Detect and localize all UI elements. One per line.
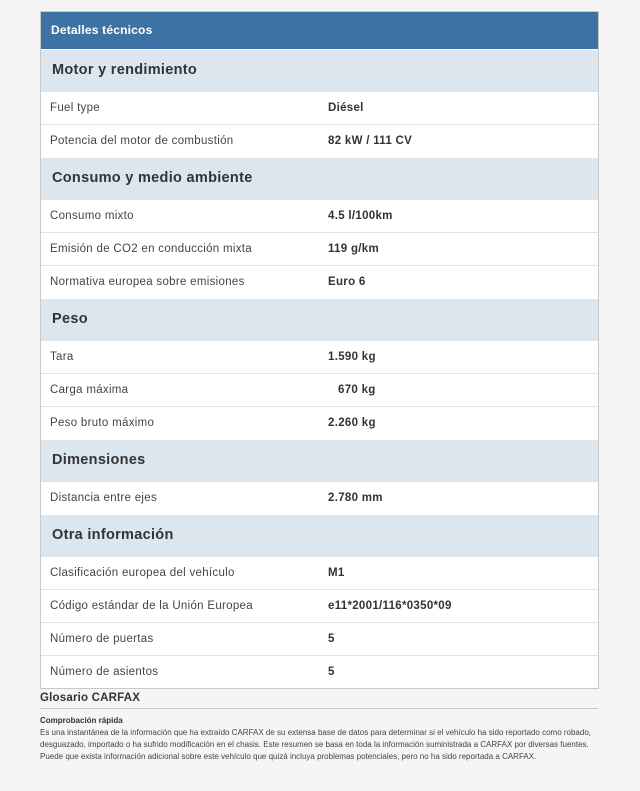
spec-row-doors — [41, 622, 598, 655]
spec-label: Normativa europea sobre emisiones — [50, 276, 245, 288]
section-title-engine: Motor y rendimiento — [41, 49, 598, 91]
glossary-text: Es una instantánea de la información que ha extraído CARFAX de su extensa base de datos para determinar si el vehículo ha sido reportado como robado, desguazado, importado o ha sufrido modificación en el chasis. Este resumen se basa en toda la información suministrada a CARFAX por diversas fuentes. Puede que exista información adicional sobre este vehículo que quizá incluya problemas potenciales, pero no ha sido reportada a CARFAX. — [40, 728, 592, 761]
spec-row-engine-power — [41, 124, 598, 157]
spec-label: Número de asientos — [50, 666, 159, 678]
spec-row-max-load — [41, 373, 598, 406]
spec-row-emission-standard — [41, 265, 598, 298]
spec-value: e11*2001/116*0350*09 — [328, 600, 452, 612]
spec-value: 1.590 kg — [328, 351, 376, 363]
spec-value: 119 g/km — [328, 243, 379, 255]
spec-label: Distancia entre ejes — [50, 492, 157, 504]
spec-label: Número de puertas — [50, 633, 154, 645]
glossary-title: Glosario CARFAX — [40, 692, 598, 709]
section-title-other: Otra información — [41, 514, 598, 556]
spec-value: M1 — [328, 567, 345, 579]
spec-row-tare — [41, 340, 598, 373]
spec-value: 2.260 kg — [328, 417, 376, 429]
spec-label: Fuel type — [50, 102, 101, 114]
spec-row-combined-consumption — [41, 199, 598, 232]
spec-row-wheelbase — [41, 481, 598, 514]
section-title-weight: Peso — [41, 298, 598, 340]
spec-row-vehicle-class — [41, 556, 598, 589]
spec-label: Consumo mixto — [50, 210, 134, 222]
spec-value: Diésel — [328, 102, 364, 114]
spec-label: Peso bruto máximo — [50, 417, 155, 429]
technical-details-panel — [40, 11, 599, 689]
spec-row-seats — [41, 655, 598, 688]
spec-value: 5 — [328, 633, 335, 645]
glossary-section — [40, 692, 598, 763]
spec-value: 5 — [328, 666, 335, 678]
spec-value: 82 kW / 111 CV — [328, 135, 413, 147]
spec-row-eu-code — [41, 589, 598, 622]
glossary-subtitle: Comprobación rápida — [40, 716, 123, 725]
spec-row-co2-emission — [41, 232, 598, 265]
spec-value: Euro 6 — [328, 276, 366, 288]
spec-label: Tara — [50, 351, 74, 363]
section-title-consumption: Consumo y medio ambiente — [41, 157, 598, 199]
section-title-dimensions: Dimensiones — [41, 439, 598, 481]
spec-value: 4.5 l/100km — [328, 210, 393, 222]
panel-title: Detalles técnicos — [41, 12, 598, 49]
spec-label: Emisión de CO2 en conducción mixta — [50, 243, 252, 255]
spec-value: 670 kg — [338, 384, 376, 396]
spec-row-fuel-type — [41, 91, 598, 124]
spec-label: Potencia del motor de combustión — [50, 135, 234, 147]
spec-row-gross-weight — [41, 406, 598, 439]
spec-label: Carga máxima — [50, 384, 129, 396]
spec-label: Código estándar de la Unión Europea — [50, 600, 253, 612]
spec-label: Clasificación europea del vehículo — [50, 567, 235, 579]
spec-value: 2.780 mm — [328, 492, 383, 504]
